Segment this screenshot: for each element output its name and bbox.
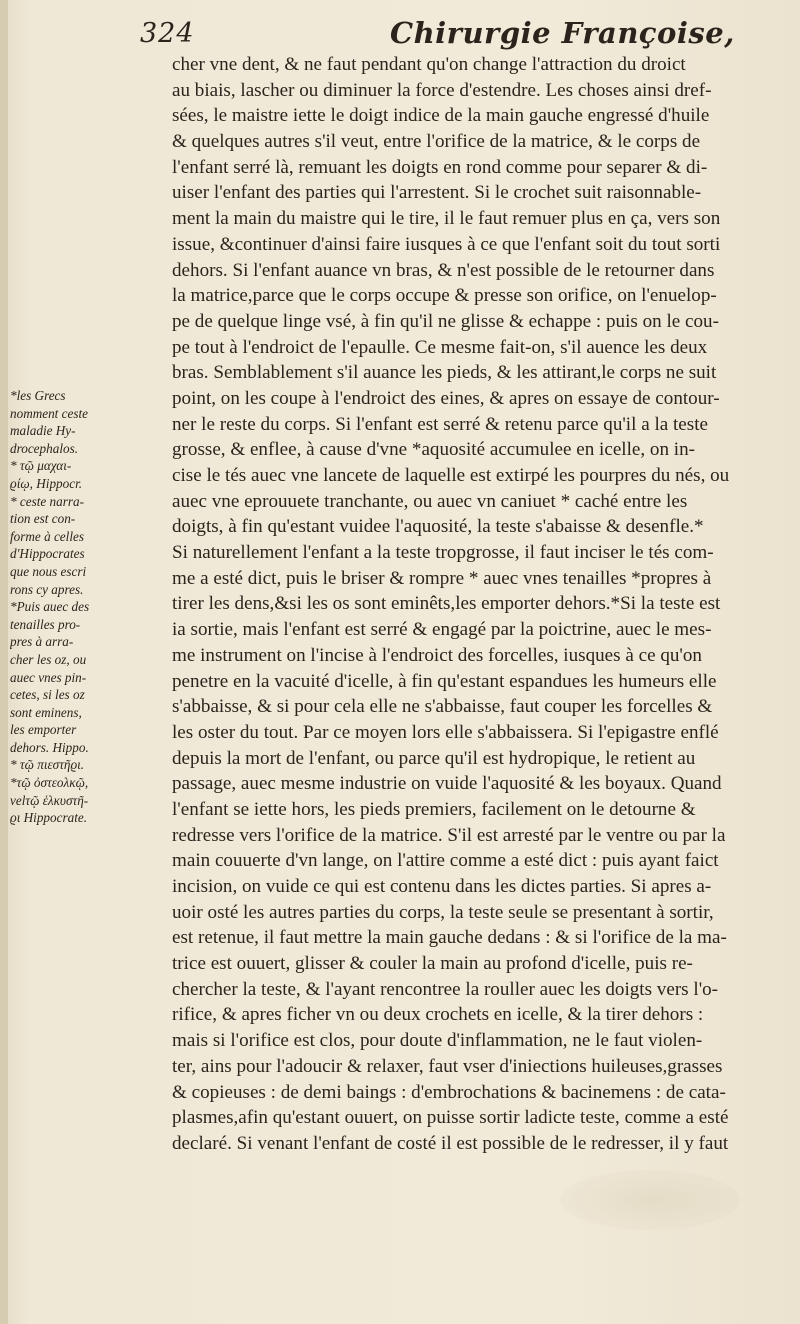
text-line: mais si l'orifice est clos, pour doute d'inflammation, ne le faut violen- <box>172 1030 703 1052</box>
text-line: ia sortie, mais l'enfant est serré & engagé par la poictrine, auec le mes- <box>172 619 712 641</box>
margin-note-line: tion est con- <box>10 511 76 527</box>
text-line: trice est ouuert, glisser & couler la main au profond d'icelle, puis re- <box>172 953 693 975</box>
text-line: bras. Semblablement s'il auance les pieds, & les attirant,le corps ne suit <box>172 362 717 384</box>
page-number: 324 <box>140 18 195 49</box>
text-line: ner le reste du corps. Si l'enfant est serré & retenu parce qu'il a la teste <box>172 413 708 435</box>
margin-note-line: drocephalos. <box>10 440 79 456</box>
margin-note-line: les emporter <box>10 722 77 738</box>
margin-note-line: cher les oz, ou <box>10 651 87 667</box>
text-line: point, on les coupe à l'endroict des eines, & apres on essaye de contour- <box>172 387 720 409</box>
margin-note-line: rons cy apres. <box>10 581 84 597</box>
margin-note-line: *les Grecs <box>10 388 66 403</box>
text-line: penetre en la vacuité d'icelle, à fin qu'estant espandues les humeurs elle <box>172 670 717 692</box>
text-line: chercher la teste, & l'ayant rencontree la rouller auec les doigts vers l'o- <box>172 978 719 1000</box>
paper-stain <box>560 1170 740 1230</box>
running-title: Chirurgie Françoise, <box>390 16 735 50</box>
page-header <box>140 14 790 50</box>
margin-note-line: velτῷ ἑλκυστῆ- <box>10 792 89 808</box>
margin-note-line: cetes, si les oz <box>10 687 85 703</box>
text-line: redresse vers l'orifice de la matrice. S'il est arresté par le ventre ou par la <box>172 824 726 846</box>
text-line: Si naturellement l'enfant a la teste tropgrosse, il faut inciser le tés com- <box>172 542 714 564</box>
text-line: grosse, & enflee, à cause d'vne *aquosité accumulee en icelle, on in- <box>172 439 695 461</box>
page-gutter <box>0 0 8 1324</box>
text-line: uoir osté les autres parties du corps, la teste seule se presentant à sortir, <box>172 901 714 923</box>
margin-note-line: tenailles pro- <box>10 616 81 632</box>
text-line: s'abbaisse, & si pour cela elle ne s'abbaisse, faut couper les forcelles & <box>172 696 713 718</box>
margin-note-line: * τῷ μαχαι- <box>10 458 72 474</box>
text-line: cise le tés auec vne lancete de laquelle est extirpé les pourpres du nés, ou <box>172 465 730 486</box>
text-line: plasmes,afin qu'estant ouuert, on puisse sortir ladicte teste, comme a esté <box>172 1107 729 1129</box>
text-line: la matrice,parce que le corps occupe & presse son orifice, on l'enuelop- <box>172 285 717 307</box>
margin-note-line: auec vnes pin- <box>10 669 87 685</box>
text-line: & copieuses : de demi baings : d'embrochations & bacinemens : de cata- <box>172 1081 726 1103</box>
margin-note-line: forme à celles <box>10 528 84 544</box>
margin-note-line: dehors. Hippo. <box>10 739 89 755</box>
text-line: declaré. Si venant l'enfant de costé il est possible de le redresser, il y faut <box>172 1132 729 1154</box>
text-line: l'enfant serré là, remuant les doigts en rond comme pour separer & di- <box>172 156 708 178</box>
text-line: ment la main du maistre qui le tire, il le faut remuer plus en ça, vers son <box>172 208 721 230</box>
margin-note-line: *τῷ ὀστεολκῷ, <box>10 775 89 791</box>
margin-note-line: maladie Hy- <box>10 423 76 439</box>
margin-note-line: d'Hippocrates <box>10 546 85 562</box>
margin-notes <box>10 387 170 827</box>
text-line: me instrument on l'incise à l'endroict des forcelles, iusques à ce qu'on <box>172 644 702 666</box>
margin-note-line: * ceste narra- <box>10 493 84 509</box>
text-line: rifice, & apres ficher vn ou deux crochets en icelle, & la tirer dehors : <box>172 1004 704 1026</box>
text-line: main couuerte d'vn lange, on l'attire comme a esté dict : puis ayant faict <box>172 850 719 872</box>
text-line: issue, &continuer d'ainsi faire iusques à ce que l'enfant soit du tout sorti <box>172 233 721 255</box>
text-line: l'enfant se iette hors, les pieds premiers, facilement on le detourne & <box>172 798 696 820</box>
text-line: ter, ains pour l'adoucir & relaxer, faut vser d'iniections huileuses,grasses <box>172 1055 723 1077</box>
text-line: pe de quelque linge vsé, à fin qu'il ne glisse & echappe : puis on le cou- <box>172 310 719 332</box>
text-line: les oster du tout. Par ce moyen lors elle s'abbaissera. Si l'epigastre enflé <box>172 721 719 743</box>
text-line: auec vne eprouuete tranchante, ou auec vn caniuet * caché entre les <box>172 490 688 512</box>
text-line: passage, auec mesme industrie on vuide l'aquosité & les boyaux. Quand <box>172 773 722 795</box>
text-line: est retenue, il faut mettre la main gauche dedans : & si l'orifice de la ma- <box>172 927 727 949</box>
margin-note-line: nomment ceste <box>10 405 88 421</box>
text-line: doigts, à fin qu'estant vuidee l'aquosité, la teste s'abaisse & desenfle.* <box>172 516 704 538</box>
text-line: pe tout à l'endroict de l'epaulle. Ce mesme fait-on, s'il auence les deux <box>172 336 708 358</box>
main-text-block <box>172 52 790 1157</box>
text-line: cher vne dent, & ne faut pendant qu'on change l'attraction du droict <box>172 54 686 75</box>
margin-note-line: ϱι Hippocrate. <box>10 810 88 826</box>
margin-note-line: *Puis auec des <box>10 599 90 615</box>
text-line: me a esté dict, puis le briser & rompre * auec vnes tenailles *propres à <box>172 567 712 589</box>
text-line: sées, le maistre iette le doigt indice de la main gauche engressé d'huile <box>172 105 710 127</box>
text-line: depuis la mort de l'enfant, ou parce qu'il est hydropique, le retient au <box>172 747 696 769</box>
text-line: & quelques autres s'il veut, entre l'orifice de la matrice, & le corps de <box>172 131 701 153</box>
margin-note-line: ϱίῳ, Hippocr. <box>10 475 83 491</box>
text-line: uiser l'enfant des parties qui l'arrestent. Si le crochet suit raisonnable- <box>172 182 702 204</box>
margin-note-line: pres à arra- <box>10 634 74 650</box>
text-line: dehors. Si l'enfant auance vn bras, & n'est possible de le retourner dans <box>172 259 715 281</box>
text-line: tirer les dens,&si les os sont eminêts,les emporter dehors.*Si la teste est <box>172 593 721 615</box>
text-line: incision, on vuide ce qui est contenu dans les dictes parties. Si apres a- <box>172 876 712 897</box>
margin-note-line: sont eminens, <box>10 704 82 720</box>
text-line: au biais, lascher ou diminuer la force d'estendre. Les choses ainsi dref- <box>172 79 712 101</box>
margin-note-line: * τῷ πιεστῆϱι. <box>10 757 85 773</box>
margin-note-line: que nous escri <box>10 563 87 579</box>
